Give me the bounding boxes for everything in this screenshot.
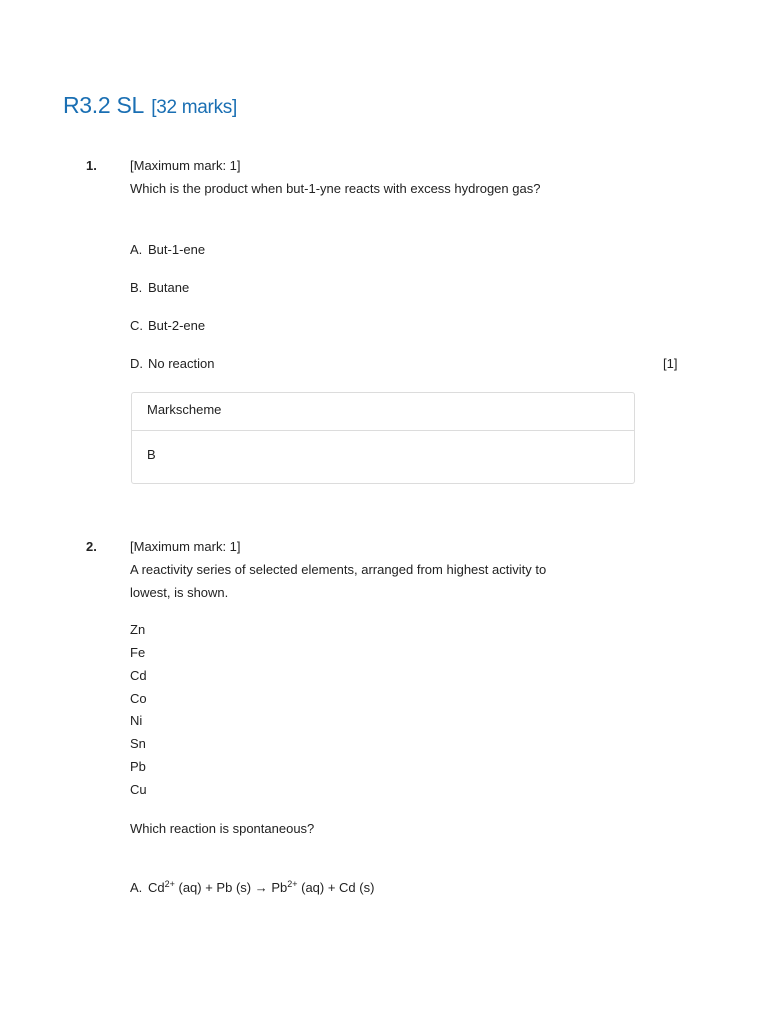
element-cu: Cu: [130, 782, 147, 797]
reaction-part: (aq) + Pb (s) → Pb: [174, 880, 288, 895]
q2-max-mark: [Maximum mark: 1]: [130, 539, 241, 554]
markscheme-panel[interactable]: [131, 392, 635, 484]
option-text: Butane: [148, 280, 190, 295]
option-letter: A.: [130, 880, 143, 895]
title-text: R3.2 SL: [63, 92, 144, 118]
option-letter: D.: [130, 356, 143, 371]
markscheme-header[interactable]: Markscheme: [132, 393, 634, 431]
element-pb: Pb: [130, 759, 146, 774]
q1-option-b: [130, 276, 189, 299]
q2-number: 2.: [86, 539, 97, 554]
q2-question-line1: A reactivity series of selected elements, arranged from highest activity to: [130, 562, 547, 577]
markscheme-answer: B: [147, 447, 156, 462]
q1-option-c: [130, 314, 205, 337]
option-letter: A.: [130, 242, 143, 257]
element-zn: Zn: [130, 622, 146, 637]
element-sn: Sn: [130, 736, 146, 751]
option-text: No reaction: [148, 356, 215, 371]
element-fe: Fe: [130, 645, 146, 660]
element-ni: Ni: [130, 713, 143, 728]
q2-question-line2: lowest, is shown.: [130, 585, 229, 600]
q1-question: Which is the product when but-1-yne reacts with excess hydrogen gas?: [130, 181, 541, 196]
option-letter: C.: [130, 318, 143, 333]
q1-option-a: [130, 238, 205, 261]
element-co: Co: [130, 691, 147, 706]
element-cd: Cd: [130, 668, 147, 683]
option-text: But-1-ene: [148, 242, 206, 257]
q1-max-mark: [Maximum mark: 1]: [130, 158, 241, 173]
q1-option-d: [130, 352, 214, 375]
q1-number: 1.: [86, 158, 97, 173]
charge-superscript: 2+: [287, 879, 298, 889]
option-letter: B.: [130, 280, 143, 295]
title-marks: [32 marks]: [151, 97, 237, 118]
charge-superscript: 2+: [164, 879, 175, 889]
reaction-part: Cd: [148, 880, 165, 895]
q2-option-a: [130, 876, 374, 899]
q1-mark: [1]: [663, 356, 678, 371]
q2-prompt: Which reaction is spontaneous?: [130, 821, 315, 836]
reaction-part: (aq) + Cd (s): [297, 880, 375, 895]
page-title: [63, 92, 237, 119]
option-text: But-2-ene: [148, 318, 206, 333]
